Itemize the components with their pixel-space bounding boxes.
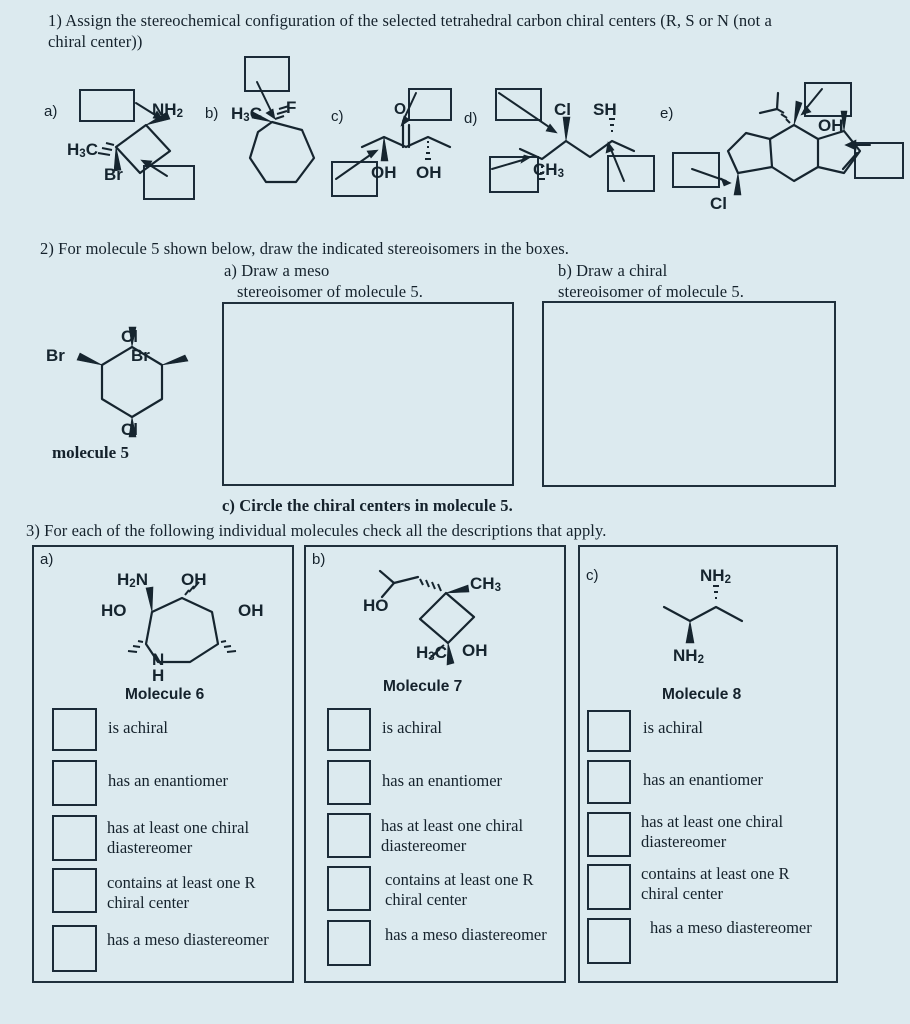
- q1b-atom-h3c: $H_3C$: [231, 104, 262, 124]
- molecule5-atom-cl-top: Cl: [121, 327, 138, 346]
- q3c-checkbox-3[interactable]: [587, 812, 631, 857]
- q2b-line1: b) Draw a chiral: [558, 261, 668, 280]
- molecule8-atom-nh2-top: $NH_2$: [700, 566, 731, 586]
- molecule6-atom-oh-top: OH: [181, 570, 207, 589]
- q1d-atom-ch3: $CH_3$: [533, 160, 564, 180]
- q1c-atom-o: O: [394, 101, 407, 118]
- q3c-checkbox-5[interactable]: [587, 918, 631, 964]
- q2-prompt: 2) For molecule 5 shown below, draw the indicated stereoisomers in the boxes.: [40, 239, 570, 258]
- molecule5-atom-br-right: Br: [131, 346, 150, 365]
- molecule6-atom-oh-right: OH: [238, 601, 264, 620]
- q1-part-b-letter: b): [205, 105, 219, 122]
- q3c-option-3: has at least one chiral diastereomer: [641, 812, 784, 851]
- molecule6-atom-h2n: $H_2N$: [117, 570, 148, 590]
- q3c-checkbox-4[interactable]: [587, 864, 631, 910]
- molecule6-atom-h: H: [152, 666, 165, 685]
- q3c-checkbox-1[interactable]: [587, 710, 631, 752]
- q1-prompt-line2: chiral center)): [48, 32, 143, 51]
- q1a-atom-h3c: $H_3C$: [67, 140, 98, 160]
- molecule6-atom-ho-left: HO: [101, 601, 127, 620]
- q3a-checkbox-1[interactable]: [52, 708, 97, 751]
- q3b-option-1: is achiral: [382, 718, 443, 737]
- q1a-atom-nh2: $NH_2$: [152, 100, 183, 120]
- q1-part-d-letter: d): [464, 110, 478, 127]
- q1e-atom-cl: Cl: [710, 194, 727, 213]
- q3c-checkbox-2[interactable]: [587, 760, 631, 804]
- q1-part-c-letter: c): [331, 108, 344, 125]
- molecule7-atom-ch3: $CH_3$: [470, 574, 501, 594]
- q3b-checkbox-4[interactable]: [327, 866, 371, 911]
- q1b-answer-box-1[interactable]: [244, 56, 290, 92]
- q1a-atom-br: Br: [104, 165, 123, 184]
- molecule6-atom-n: N: [152, 650, 165, 669]
- molecule6-caption: Molecule 6: [125, 686, 205, 703]
- q1c-atom-oh-left: OH: [371, 163, 397, 182]
- q3-panel-b-letter: b): [312, 551, 326, 568]
- q1e-atom-oh: OH: [818, 116, 844, 135]
- q1-part-e-letter: e): [660, 105, 674, 122]
- q1c-atom-oh-right: OH: [416, 163, 442, 182]
- q1-part-a-letter: a): [44, 103, 58, 120]
- q3b-checkbox-3[interactable]: [327, 813, 371, 858]
- q2b-drawing-box[interactable]: [542, 301, 836, 487]
- q3c-option-5: has a meso diastereomer: [650, 918, 812, 937]
- q3a-option-1: is achiral: [108, 718, 169, 737]
- q3a-checkbox-2[interactable]: [52, 760, 97, 806]
- molecule5-atom-br-left: Br: [46, 346, 65, 365]
- molecule7-atom-ho: HO: [363, 596, 389, 615]
- molecule7-atom-h3c: $H_3C$: [416, 643, 447, 663]
- molecule8-caption: Molecule 8: [662, 686, 742, 703]
- molecule8-atom-nh2-bottom: $NH_2$: [673, 646, 704, 666]
- q3a-option-5: has a meso diastereomer: [107, 930, 269, 949]
- q3a-checkbox-5[interactable]: [52, 925, 97, 972]
- q3-prompt: 3) For each of the following individual molecules check all the descriptions that apply.: [26, 521, 607, 540]
- q1e-structure: [720, 95, 910, 210]
- q1b-atom-f: F: [286, 98, 297, 117]
- q3c-option-4: contains at least one R chiral center: [641, 864, 790, 903]
- q3-panel-c-letter: c): [586, 567, 599, 584]
- q3b-checkbox-1[interactable]: [327, 708, 371, 751]
- q3b-checkbox-2[interactable]: [327, 760, 371, 805]
- q3a-option-3: has at least one chiral diastereomer: [107, 818, 250, 857]
- q3-panel-a-letter: a): [40, 551, 54, 568]
- q1d-atom-cl: Cl: [554, 100, 571, 119]
- q3a-checkbox-4[interactable]: [52, 868, 97, 913]
- molecule5-caption: molecule 5: [52, 443, 129, 462]
- q3c-option-2: has an enantiomer: [643, 770, 764, 789]
- q3b-option-5: has a meso diastereomer: [385, 925, 547, 944]
- q3c-option-1: is achiral: [643, 718, 704, 737]
- q2c-prompt: c) Circle the chiral centers in molecule 5.: [222, 496, 513, 515]
- q2a-drawing-box[interactable]: [222, 302, 514, 486]
- q3a-checkbox-3[interactable]: [52, 815, 97, 861]
- molecule7-atom-oh: OH: [462, 641, 488, 660]
- q1d-atom-sh: SH: [593, 100, 617, 119]
- q3b-option-4: contains at least one R chiral center: [385, 870, 534, 909]
- q3a-option-2: has an enantiomer: [108, 771, 229, 790]
- molecule7-caption: Molecule 7: [383, 678, 463, 695]
- q2a-line2: stereoisomer of molecule 5.: [237, 282, 423, 301]
- q3a-option-4: contains at least one R chiral center: [107, 873, 256, 912]
- molecule5-atom-cl-bottom: Cl: [121, 420, 138, 439]
- q1-prompt-line1: 1) Assign the stereochemical configuration of the selected tetrahedral carbon chiral centers (R, S or N (not a: [48, 11, 772, 30]
- q3b-option-2: has an enantiomer: [382, 771, 503, 790]
- q3b-checkbox-5[interactable]: [327, 920, 371, 966]
- q2a-line1: a) Draw a meso: [224, 261, 330, 280]
- q2b-line2: stereoisomer of molecule 5.: [558, 282, 744, 301]
- q3b-option-3: has at least one chiral diastereomer: [381, 816, 524, 855]
- q1d-structure: [500, 95, 680, 205]
